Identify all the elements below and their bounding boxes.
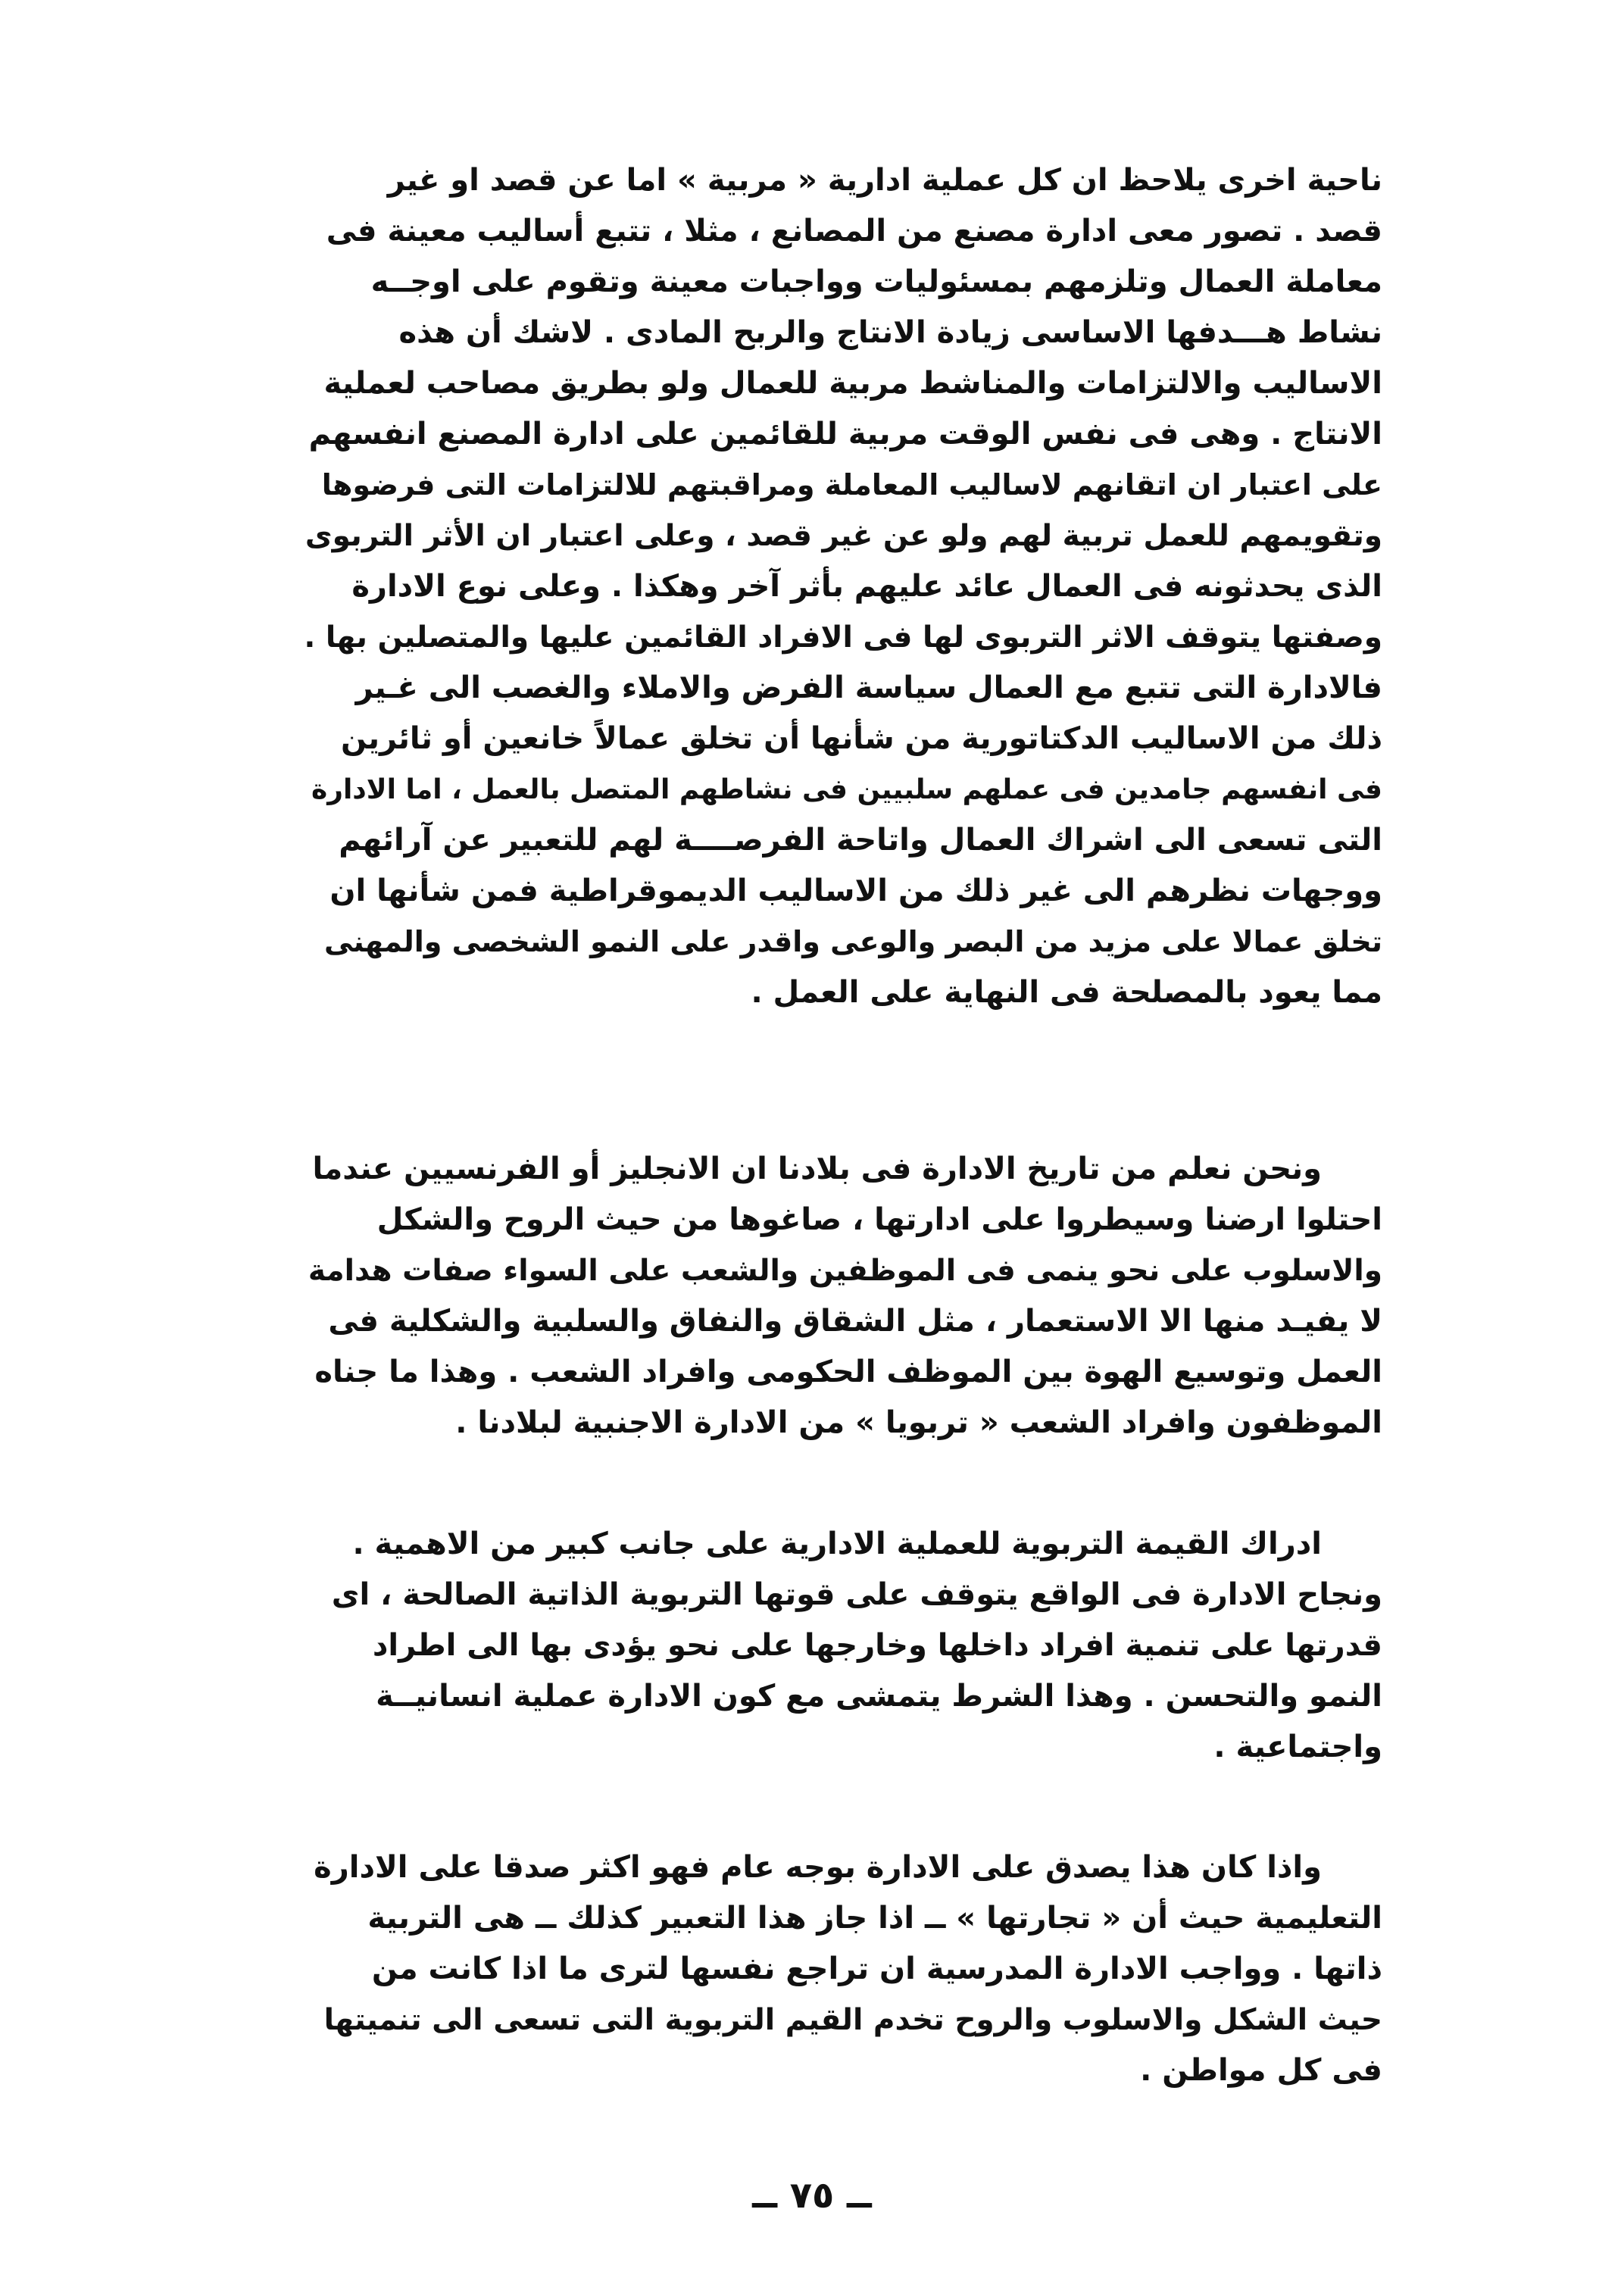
paragraph-line: ونحن نعلم من تاريخ الادارة فى بلادنا ان الانجليز أو الفرنسيين عندما — [312, 1151, 1322, 1186]
paragraph-line: قصد . تصور معى ادارة مصنع من المصانع ، مثلا ، تتبع أساليب معينة فى — [326, 214, 1382, 248]
paragraph-line: احتلوا ارضنا وسيطروا على ادارتها ، صاغوها من حيث الروح والشكل — [376, 1202, 1382, 1237]
paragraph-line: والاسلوب على نحو ينمى فى الموظفين والشعب على السواء صفات هدامة — [308, 1254, 1382, 1288]
paragraph-line: معاملة العمال وتلزمهم بمسئوليات وواجبات معينة وتقوم على اوجــه — [370, 264, 1382, 299]
paragraph-line: مما يعود بالمصلحة فى النهاية على العمل . — [751, 975, 1382, 1010]
paragraph-line: قدرتها على تنمية افراد داخلها وخارجها على نحو يؤدى بها الى اطراد — [372, 1628, 1382, 1663]
paragraph-line: فى انفسهم جامدين فى عملهم سلبيين فى نشاطهم المتصل بالعمل ، اما الادارة — [311, 774, 1382, 805]
paragraph-line: وصفتها يتوقف الاثر التربوى لها فى الافراد القائمين عليها والمتصلين بها . — [304, 620, 1382, 655]
paragraph-line: حيث الشكل والاسلوب والروح تخدم القيم التربوية التى تسعى الى تنميتها — [323, 2003, 1382, 2037]
paragraph-line: لا يفيـد منها الا الاستعمار ، مثل الشقاق والنفاق والسلبية والشكلية فى — [328, 1304, 1382, 1339]
paragraph-line: ونجاح الادارة فى الواقع يتوقف على قوتها التربوية الذاتية الصالحة ، اى — [331, 1577, 1382, 1612]
paragraph-line: ووجهات نظرهم الى غير ذلك من الاساليب الديموقراطية فمن شأنها ان — [329, 873, 1382, 908]
paragraph-line: العمل وتوسيع الهوة بين الموظف الحكومى وافراد الشعب . وهذا ما جناه — [314, 1355, 1382, 1389]
paragraph-line: فى كل مواطن . — [1140, 2053, 1382, 2088]
paragraph-line: الانتاج . وهى فى نفس الوقت مربية للقائمين على ادارة المصنع انفسهم — [308, 417, 1382, 452]
paragraph-line: وتقويمهم للعمل تربية لهم ولو عن غير قصد ، وعلى اعتبار ان الأثر التربوى — [304, 519, 1382, 553]
paragraph-line: نشاط هـــدفها الاساسى زيادة الانتاج والربح المادى . لاشك أن هذه — [398, 315, 1382, 350]
paragraph-line: واذا كان هذا يصدق على الادارة بوجه عام فهو اكثر صدقا على الادارة — [314, 1850, 1322, 1885]
paragraph-line: ادراك القيمة التربوية للعملية الادارية على جانب كبير من الاهمية . — [352, 1526, 1322, 1561]
paragraph-3 — [299, 1519, 1382, 1773]
paragraph-line: التعليمية حيث أن « تجارتها » ــ اذا جاز هذا التعبير كذلك ــ هى التربية — [367, 1901, 1382, 1936]
paragraph-line: تخلق عمالا على مزيد من البصر والوعى واقدر على النمو الشخصى والمهنى — [323, 925, 1382, 958]
paragraph-2 — [299, 1144, 1382, 1448]
paragraph-line: النمو والتحسن . وهذا الشرط يتمشى مع كون الادارة عملية انسانيــة — [376, 1679, 1382, 1714]
paragraph-line: ناحية اخرى يلاحظ ان كل عملية ادارية « مربية » اما عن قصد او غير — [387, 163, 1382, 198]
paragraph-line: الموظفون وافراد الشعب « تربويا » من الادارة الاجنبية لبلادنا . — [455, 1405, 1382, 1440]
page-number: ــ ٧٥ ــ — [752, 2174, 872, 2217]
paragraph-line: الاساليب والالتزامات والمناشط مربية للعمال ولو بطريق مصاحب لعملية — [323, 366, 1382, 401]
paragraph-line: التى تسعى الى اشراك العمال واتاحة الفرصــــة لهم للتعبير عن آرائهم — [339, 823, 1382, 858]
paragraph-line: ذاتها . وواجب الادارة المدرسية ان تراجع نفسها لترى ما اذا كانت من — [371, 1951, 1382, 1986]
paragraph-4 — [299, 1842, 1382, 2096]
paragraph-line: على اعتبار ان اتقانهم لاساليب المعاملة ومراقبتهم للالتزامات التى فرضوها — [321, 468, 1382, 502]
paragraph-line: الذى يحدثونه فى العمال عائد عليهم بأثر آخر وهكذا . وعلى نوع الادارة — [351, 569, 1382, 604]
paragraph-line: ذلك من الاساليب الدكتاتورية من شأنها أن تخلق عمالاً خانعين أو ثائرين — [340, 721, 1382, 756]
paragraph-line: فالادارة التى تتبع مع العمال سياسة الفرض والاملاء والغصب الى غـير — [355, 670, 1382, 705]
paragraph-1 — [299, 155, 1382, 1018]
paragraph-line: واجتماعية . — [1213, 1730, 1382, 1764]
